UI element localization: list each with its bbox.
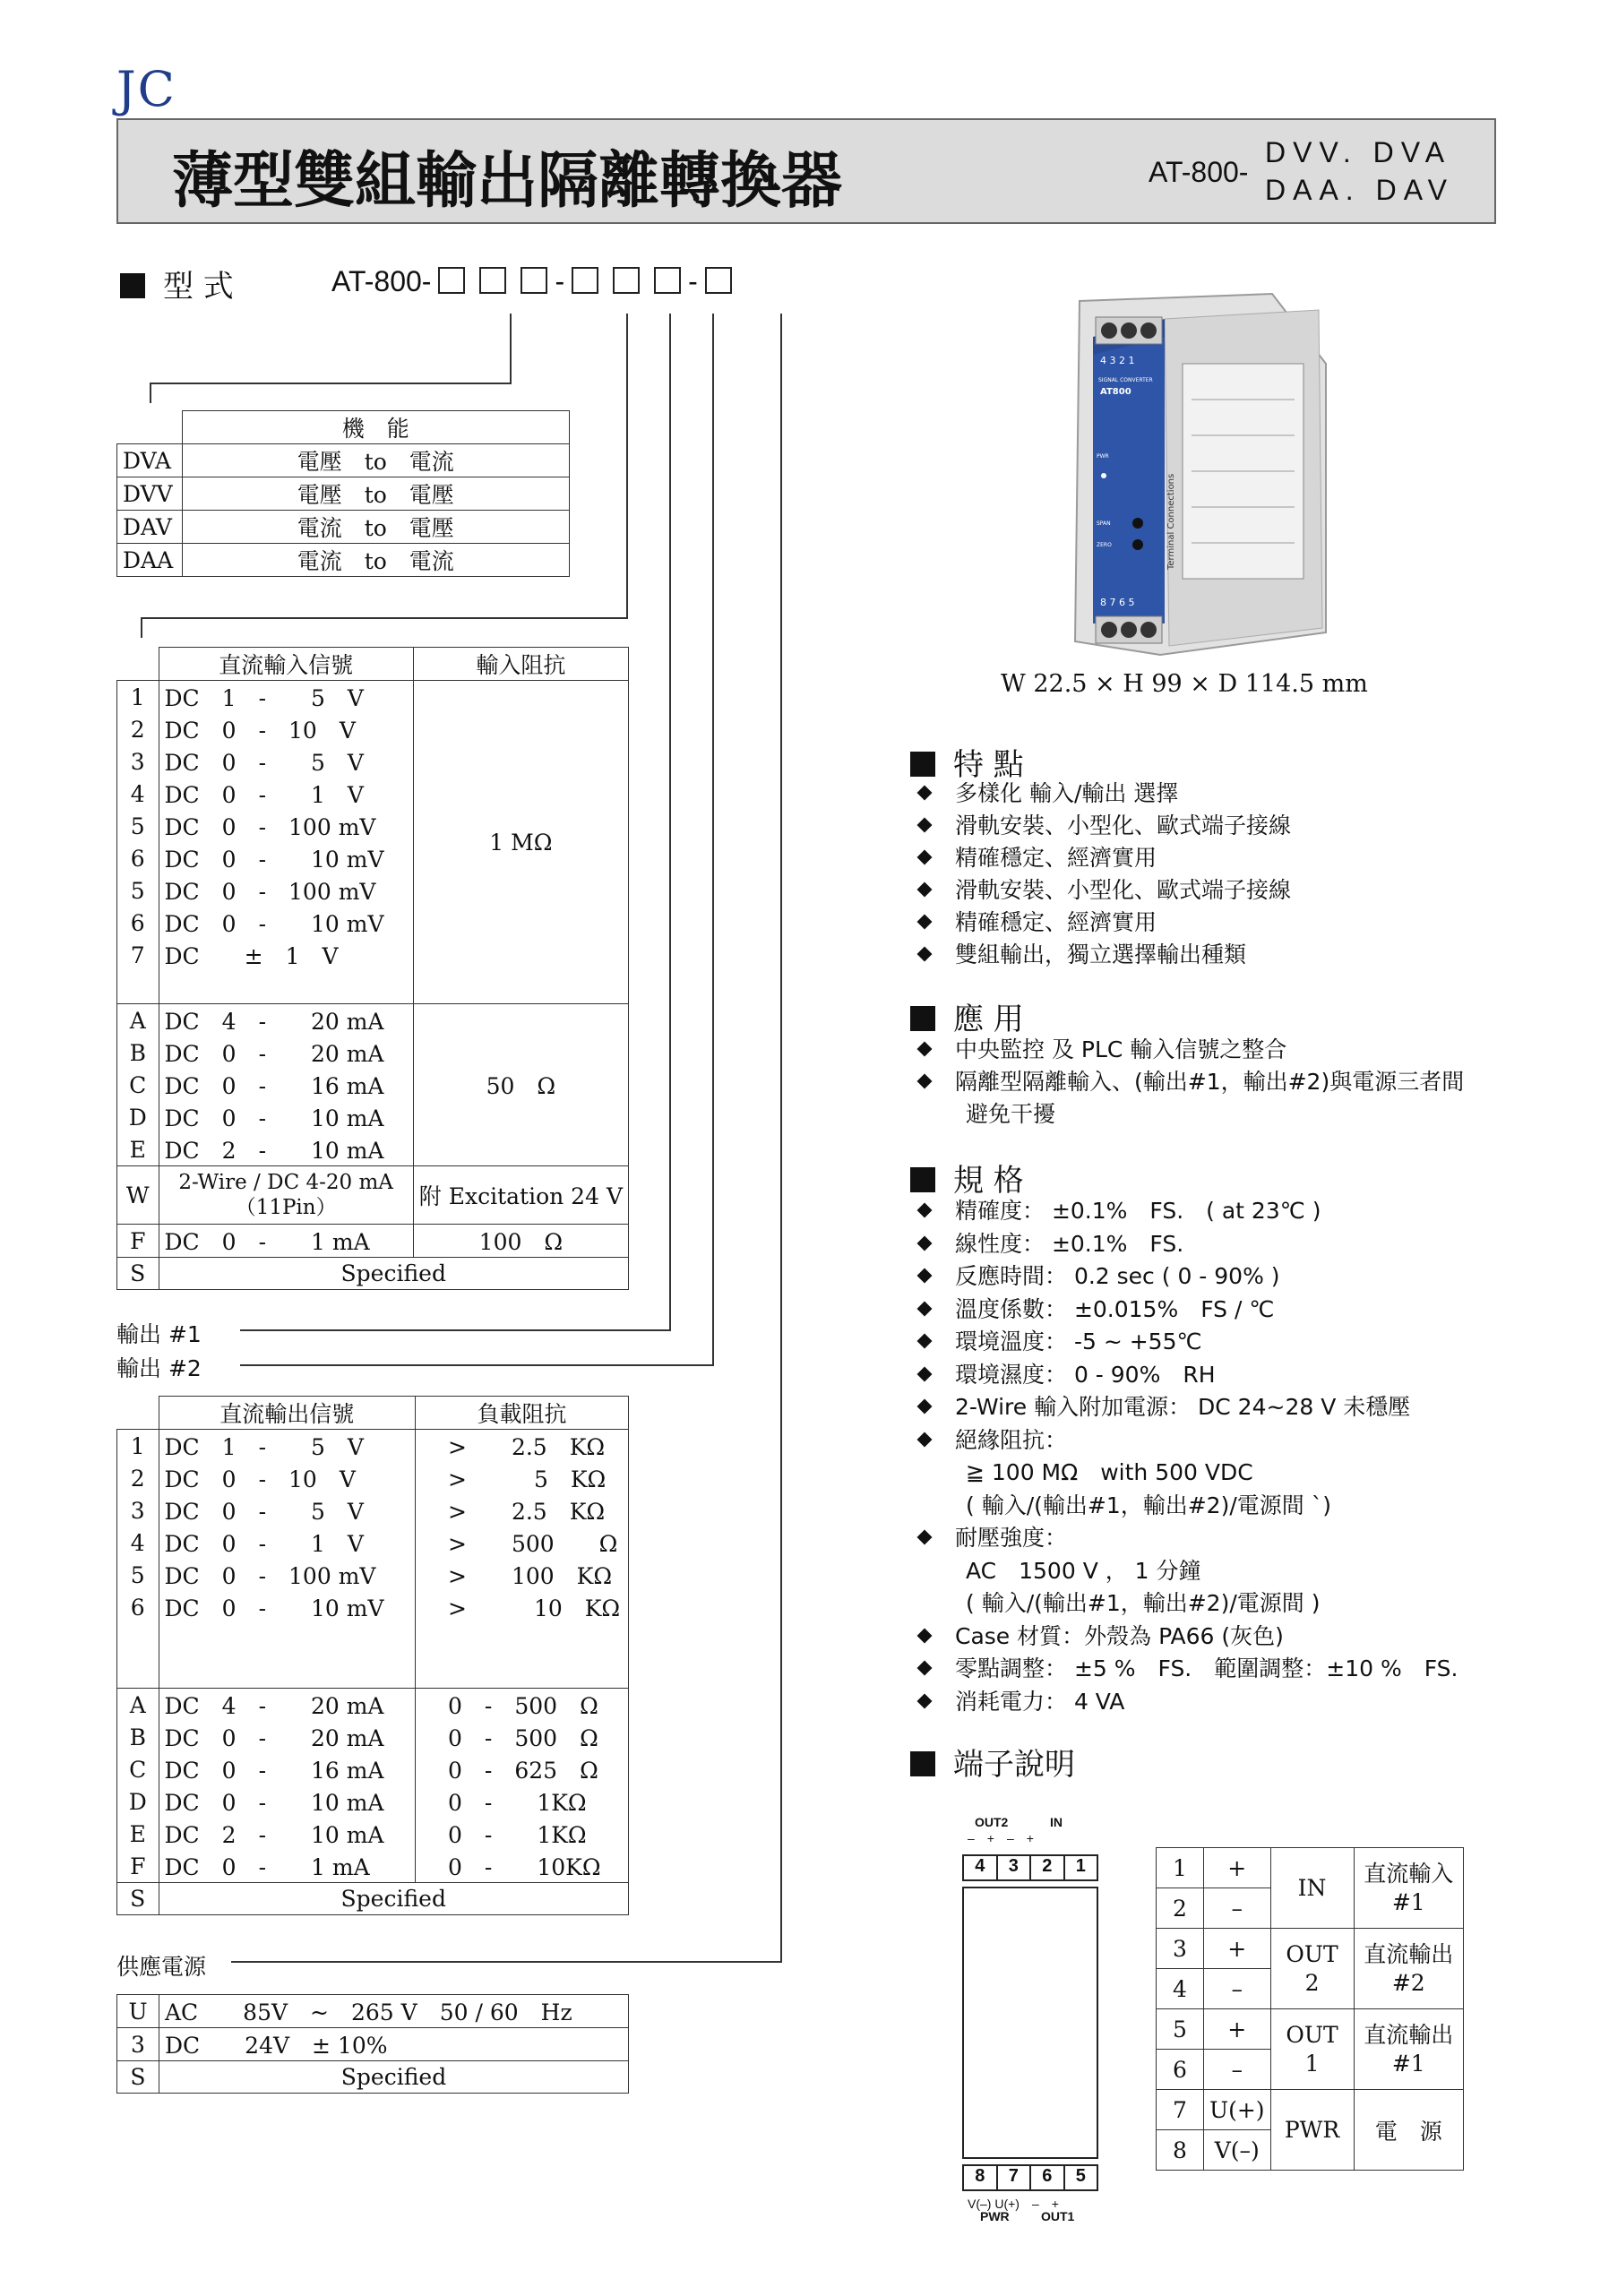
terminal-number: 6 <box>1031 2166 1065 2189</box>
row-code: F <box>117 1850 159 1883</box>
w-signal <box>159 1166 413 1225</box>
diamond-bullet-icon <box>917 1042 933 1057</box>
table-row <box>117 1004 629 1037</box>
table-row <box>117 1850 629 1883</box>
diamond-bullet-icon <box>917 850 933 865</box>
row-code: U <box>117 1995 159 2028</box>
specified-text: Specified <box>159 1258 629 1290</box>
row-code: 3 <box>117 745 159 778</box>
spec-text: 精確度： ±0.1% FS. ( at 23℃ ) <box>955 1198 1321 1224</box>
terminal-group: IN <box>1270 1848 1354 1929</box>
table-row <box>117 1753 629 1785</box>
terminal-group: OUT 2 <box>1270 1929 1354 2009</box>
row-code: E <box>117 1818 159 1850</box>
row-code: 2 <box>117 1462 159 1494</box>
diamond-bullet-icon <box>917 786 933 801</box>
list-item <box>919 1621 1458 1654</box>
row-load: > 100 KΩ <box>416 1559 629 1591</box>
diagram-pwr-label: PWR <box>980 2209 1010 2223</box>
row-load: 0 - 10KΩ <box>416 1850 629 1883</box>
row-signal: DC 0 - 20 mA <box>159 1036 413 1069</box>
table-row <box>1157 1929 1464 1969</box>
row-load: 0 - 500 Ω <box>416 1689 629 1722</box>
spec-text: 絕緣阻抗： <box>955 1426 1068 1453</box>
table-row <box>117 2028 629 2061</box>
row-code: 1 <box>117 1430 159 1463</box>
terminal-num: 8 <box>1157 2130 1204 2171</box>
diagram-in-label: IN <box>1050 1815 1063 1829</box>
terminal-sign: – <box>1204 1969 1271 2009</box>
spec-text: 環境濕度： 0 - 90% RH <box>955 1361 1216 1388</box>
table-row <box>117 1430 629 1463</box>
row-code: 5 <box>117 1559 159 1591</box>
application-text: 中央監控 及 PLC 輸入信號之整合 <box>955 1036 1287 1062</box>
diamond-bullet-icon <box>917 915 933 930</box>
row-code: S <box>117 2061 159 2094</box>
feature-text: 滑軌安裝、小型化、歐式端子接線 <box>955 877 1292 903</box>
device-label-1: SIGNAL CONVERTER <box>1098 377 1153 383</box>
terminal-num: 5 <box>1157 2009 1204 2050</box>
specs-title: 規 格 <box>953 1163 1024 1199</box>
terminal-desc: 電 源 <box>1354 2090 1463 2171</box>
model-line-2: DAA. DAV <box>1265 174 1454 206</box>
model-line-1: DVV. DVA <box>1265 136 1452 168</box>
features-title: 特 點 <box>953 747 1024 783</box>
table-row <box>117 444 570 477</box>
list-item <box>919 1260 1458 1294</box>
spec-text: 反應時間： 0.2 sec ( 0 - 90% ) <box>955 1263 1280 1289</box>
row-signal: DC 0 - 1 V <box>159 778 413 810</box>
specified-text: Specified <box>159 1883 629 1915</box>
row-load: > 5 KΩ <box>416 1462 629 1494</box>
terminal-number: 4 <box>964 1856 998 1879</box>
feature-text: 多樣化 輸入/輸出 選擇 <box>955 780 1179 806</box>
row-code: A <box>117 1004 159 1037</box>
spec-text: 消耗電力： 4 VA <box>955 1688 1125 1715</box>
spec-text: 耐壓強度： <box>955 1525 1068 1551</box>
table-row <box>117 477 570 511</box>
terminal-number: 5 <box>1075 2166 1086 2186</box>
diagram-bottom-signs: V(–) U(+) – + <box>968 2197 1059 2211</box>
table-row <box>117 1785 629 1818</box>
function-code: DAV <box>117 511 183 544</box>
list-item <box>919 1294 1458 1327</box>
table-row <box>117 1883 629 1915</box>
square-bullet-icon <box>910 1167 935 1192</box>
row-signal: DC 0 - 10 mA <box>159 1785 416 1818</box>
application-text: 隔離型隔離輸入、(輸出#1，輸出#2)與電源三者間 <box>955 1069 1465 1095</box>
terminal-desc: 直流輸入#1 <box>1354 1848 1463 1929</box>
row-load: > 2.5 KΩ <box>416 1430 629 1463</box>
product-image <box>1003 283 1344 659</box>
list-item <box>919 1686 1458 1719</box>
diamond-bullet-icon <box>917 1268 933 1284</box>
output-table <box>116 1396 629 1915</box>
table-row <box>117 544 570 577</box>
function-desc: 電壓 to 電壓 <box>182 477 570 511</box>
applications-list <box>919 1034 1464 1131</box>
row-load: > 10 KΩ <box>416 1591 629 1623</box>
spec-text: 環境溫度： -5 ~ +55℃ <box>955 1329 1202 1354</box>
row-load: 0 - 1KΩ <box>416 1818 629 1850</box>
function-code: DVV <box>117 477 183 511</box>
row-load: > 500 Ω <box>416 1526 629 1559</box>
table-row <box>117 1689 629 1722</box>
device-top-numbers: 4 3 2 1 <box>1100 355 1135 366</box>
spec-text: 零點調整： ±5 % FS. 範圍調整：±10 % FS. <box>955 1655 1458 1681</box>
output-signal-header: 直流輸出信號 <box>159 1397 416 1430</box>
row-signal: DC 0 - 5 V <box>159 745 413 778</box>
device-zero-label: ZERO <box>1097 542 1112 548</box>
row-signal: AC 85V ~ 265 V 50 / 60 Hz <box>159 1995 629 2028</box>
row-code: A <box>117 1689 159 1722</box>
row-load: 0 - 1KΩ <box>416 1785 629 1818</box>
specified-text: Specified <box>159 2061 629 2094</box>
function-table <box>116 410 570 577</box>
row-signal: DC 4 - 20 mA <box>159 1004 413 1037</box>
device-label-2: AT800 <box>1100 387 1131 397</box>
row-code: 5 <box>117 810 159 842</box>
w-impedance: 附 Excitation 24 V <box>413 1166 628 1225</box>
feature-text: 精確穩定、經濟實用 <box>955 845 1157 871</box>
table-row <box>117 1225 629 1258</box>
diamond-bullet-icon <box>917 1301 933 1316</box>
f-impedance: 100 Ω <box>413 1225 628 1258</box>
row-signal: DC 0 - 1 mA <box>159 1850 416 1883</box>
input-signal-header: 直流輸入信號 <box>159 648 413 681</box>
diamond-bullet-icon <box>917 1432 933 1447</box>
row-code: 1 <box>117 681 159 714</box>
diamond-bullet-icon <box>917 1366 933 1381</box>
model-prefix: AT-800- <box>1149 156 1249 188</box>
terminal-sign: U(+) <box>1204 2090 1271 2130</box>
diamond-bullet-icon <box>917 1074 933 1089</box>
terminal-sign: + <box>1204 2009 1271 2050</box>
row-signal: DC 2 - 10 mA <box>159 1818 416 1850</box>
list-item <box>919 1326 1458 1359</box>
row-code: 7 <box>117 939 159 971</box>
row-code: 2 <box>117 713 159 745</box>
row-signal: DC 0 - 1 mA <box>159 1225 413 1258</box>
list-item <box>919 1653 1458 1686</box>
device-side-text: Terminal Connections <box>1166 473 1176 570</box>
diagram-body <box>962 1887 1098 2159</box>
product-caption: W 22.5 × H 99 × D 114.5 mm <box>1001 670 1368 698</box>
output-2-label: 輸出 #2 <box>116 1355 202 1381</box>
row-load: > 2.5 KΩ <box>416 1494 629 1526</box>
row-code: D <box>117 1785 159 1818</box>
terminal-number: 7 <box>998 2166 1032 2189</box>
table-row <box>117 2061 629 2094</box>
row-code: 4 <box>117 1526 159 1559</box>
output-load-header: 負載阻抗 <box>416 1397 629 1430</box>
diamond-bullet-icon <box>917 1693 933 1708</box>
row-signal: DC 0 - 16 mA <box>159 1069 413 1101</box>
diagram-bottom-terminals <box>962 2164 1098 2191</box>
list-item <box>919 1391 1458 1424</box>
terminal-diagram <box>962 1815 1097 2200</box>
table-row <box>117 1721 629 1753</box>
row-signal: DC 0 - 16 mA <box>159 1753 416 1785</box>
diagram-out1-label: OUT1 <box>1041 2209 1075 2223</box>
table-row <box>117 1591 629 1623</box>
function-code: DVA <box>117 444 183 477</box>
output-1-label: 輸出 #1 <box>116 1321 202 1347</box>
row-code: 3 <box>117 2028 159 2061</box>
list-item <box>919 1066 1464 1098</box>
spec-text: 線性度： ±0.1% FS. <box>955 1230 1184 1257</box>
function-desc: 電壓 to 電流 <box>182 444 570 477</box>
diagram-out2-label: OUT2 <box>975 1815 1009 1829</box>
row-code: D <box>117 1101 159 1133</box>
page-title: 薄型雙組輸出隔離轉換器 <box>172 146 843 217</box>
specs-list <box>919 1195 1458 1718</box>
w-line-1: 2-Wire / DC 4-20 mA <box>178 1171 393 1194</box>
list-item <box>919 778 1291 810</box>
table-row <box>1157 2009 1464 2050</box>
table-row <box>1157 2090 1464 2130</box>
row-signal: DC 0 - 10 V <box>159 713 413 745</box>
row-signal: DC 0 - 10 mV <box>159 907 413 939</box>
spec-text: 溫度係數： ±0.015% FS / ℃ <box>955 1295 1275 1322</box>
list-item <box>919 907 1291 939</box>
device-bottom-numbers: 8 7 6 5 <box>1100 597 1135 608</box>
row-code: W <box>117 1166 159 1225</box>
terminal-num: 1 <box>1157 1848 1204 1888</box>
square-bullet-icon <box>910 1751 935 1776</box>
diamond-bullet-icon <box>917 1203 933 1218</box>
function-desc: 電流 to 電流 <box>182 544 570 577</box>
row-signal: DC 0 - 100 mV <box>159 810 413 842</box>
terminal-number: 1 <box>1075 1856 1086 1876</box>
form-label: 型 式 <box>163 269 234 305</box>
row-signal: DC ± 1 V <box>159 939 413 971</box>
table-row <box>1157 1848 1464 1888</box>
table-row <box>117 1526 629 1559</box>
power-table <box>116 1994 629 2094</box>
list-item <box>919 1359 1458 1392</box>
row-code: B <box>117 1721 159 1753</box>
table-row <box>117 1995 629 2028</box>
row-code: E <box>117 1133 159 1166</box>
terminal-group: PWR <box>1270 2090 1354 2171</box>
volt-impedance: 1 MΩ <box>413 681 628 1004</box>
row-signal: DC 1 - 5 V <box>159 1430 416 1463</box>
function-desc: 電流 to 電壓 <box>182 511 570 544</box>
terminal-desc: 直流輸出#2 <box>1354 1929 1463 2009</box>
row-code: 6 <box>117 1591 159 1623</box>
w-line-2: （11Pin） <box>235 1196 337 1219</box>
square-bullet-icon <box>910 1006 935 1031</box>
terminal-heading <box>910 1740 1075 1784</box>
table-row <box>117 681 629 714</box>
withstand-line-2: ( 輸入/(輸出#1，輸出#2)/電源間 ) <box>966 1590 1321 1616</box>
table-row <box>117 1258 629 1290</box>
terminal-number: 3 <box>998 1856 1032 1879</box>
terminal-group: OUT 1 <box>1270 2009 1354 2090</box>
row-signal: DC 24V ± 10% <box>159 2028 629 2061</box>
spec-text: Case 材質：外殼為 PA66 (灰色) <box>955 1622 1284 1649</box>
row-code: B <box>117 1036 159 1069</box>
row-signal: DC 0 - 5 V <box>159 1494 416 1526</box>
feature-text: 滑軌安裝、小型化、歐式端子接線 <box>955 813 1292 838</box>
row-load: 0 - 625 Ω <box>416 1753 629 1785</box>
diamond-bullet-icon <box>917 818 933 833</box>
table-row <box>117 1462 629 1494</box>
diagram-top-terminals <box>962 1854 1098 1881</box>
row-code: F <box>117 1225 159 1258</box>
terminal-number: 2 <box>1031 1856 1065 1879</box>
list-item <box>919 1195 1458 1228</box>
row-code: 5 <box>117 874 159 907</box>
model-form: AT-800- - - <box>331 265 739 298</box>
insulation-line-2: ( 輸入/(輸出#1，輸出#2)/電源間 `) <box>966 1492 1331 1518</box>
applications-title: 應 用 <box>953 1002 1024 1037</box>
table-row <box>117 1818 629 1850</box>
list-item <box>919 939 1291 971</box>
input-impedance-header: 輸入阻抗 <box>413 648 628 681</box>
features-list <box>919 778 1291 971</box>
curr-impedance: 50 Ω <box>413 1004 628 1166</box>
terminal-title: 端子說明 <box>953 1747 1075 1783</box>
function-header: 機 能 <box>182 411 570 444</box>
row-signal: DC 0 - 1 V <box>159 1526 416 1559</box>
row-signal: DC 4 - 20 mA <box>159 1689 416 1722</box>
row-signal: DC 0 - 20 mA <box>159 1721 416 1753</box>
feature-text: 雙組輸出，獨立選擇輸出種類 <box>955 942 1247 967</box>
device-span-label: SPAN <box>1097 520 1111 527</box>
terminal-sign: + <box>1204 1929 1271 1969</box>
application-text-cont: 避免干擾 <box>966 1101 1056 1127</box>
device-pwr-led-label: PWR <box>1097 453 1109 460</box>
row-signal: DC 0 - 10 V <box>159 1462 416 1494</box>
row-signal: DC 0 - 100 mV <box>159 1559 416 1591</box>
terminal-number: 8 <box>964 2166 998 2189</box>
diamond-bullet-icon <box>917 1628 933 1643</box>
applications-heading <box>910 994 1024 1038</box>
row-code: 6 <box>117 842 159 874</box>
terminal-table <box>1156 1847 1464 2171</box>
diamond-bullet-icon <box>917 947 933 962</box>
row-signal: DC 0 - 100 mV <box>159 874 413 907</box>
diamond-bullet-icon <box>917 1334 933 1349</box>
terminal-desc: 直流輸出#1 <box>1354 2009 1463 2090</box>
row-signal: DC 0 - 10 mA <box>159 1101 413 1133</box>
row-code: 3 <box>117 1494 159 1526</box>
brand-logo: JC <box>116 61 176 117</box>
power-label: 供應電源 <box>116 1954 207 1980</box>
row-load: 0 - 500 Ω <box>416 1721 629 1753</box>
diamond-bullet-icon <box>917 882 933 898</box>
diamond-bullet-icon <box>917 1530 933 1545</box>
table-row <box>117 511 570 544</box>
terminal-num: 6 <box>1157 2050 1204 2090</box>
table-row <box>117 1166 629 1225</box>
row-code: 6 <box>117 907 159 939</box>
row-signal: DC 1 - 5 V <box>159 681 413 714</box>
terminal-num: 3 <box>1157 1929 1204 1969</box>
diamond-bullet-icon <box>917 1235 933 1251</box>
row-code: S <box>117 1258 159 1290</box>
terminal-sign: – <box>1204 2050 1271 2090</box>
list-item <box>919 1424 1458 1458</box>
feature-text: 精確穩定、經濟實用 <box>955 909 1157 935</box>
terminal-num: 4 <box>1157 1969 1204 2009</box>
row-code: 4 <box>117 778 159 810</box>
terminal-sign: + <box>1204 1848 1271 1888</box>
specs-heading <box>910 1156 1024 1200</box>
withstand-line-1: AC 1500 V ， 1 分鐘 <box>966 1557 1201 1584</box>
list-item <box>919 1034 1464 1066</box>
terminal-sign: – <box>1204 1888 1271 1929</box>
list-item <box>919 874 1291 907</box>
diamond-bullet-icon <box>917 1661 933 1676</box>
row-code: S <box>117 1883 159 1915</box>
row-code: C <box>117 1753 159 1785</box>
list-item <box>919 810 1291 842</box>
list-item <box>919 1228 1458 1261</box>
list-item <box>919 842 1291 874</box>
diagram-top-signs: – + – + <box>968 1831 1034 1845</box>
function-code: DAA <box>117 544 183 577</box>
terminal-sign: V(–) <box>1204 2130 1271 2171</box>
row-signal: DC 0 - 10 mV <box>159 842 413 874</box>
row-signal: DC 2 - 10 mA <box>159 1133 413 1166</box>
input-table <box>116 647 629 1290</box>
terminal-num: 2 <box>1157 1888 1204 1929</box>
row-signal: DC 0 - 10 mV <box>159 1591 416 1623</box>
square-bullet-icon <box>910 752 935 777</box>
table-row <box>117 1494 629 1526</box>
form-model: AT-800- <box>331 265 432 297</box>
spec-text: 2-Wire 輸入附加電源： DC 24~28 V 未穩壓 <box>955 1394 1411 1420</box>
row-code: C <box>117 1069 159 1101</box>
insulation-line-1: ≧ 100 MΩ with 500 VDC <box>966 1459 1253 1485</box>
table-row <box>117 1559 629 1591</box>
list-item <box>919 1522 1458 1555</box>
terminal-num: 7 <box>1157 2090 1204 2130</box>
diamond-bullet-icon <box>917 1399 933 1415</box>
